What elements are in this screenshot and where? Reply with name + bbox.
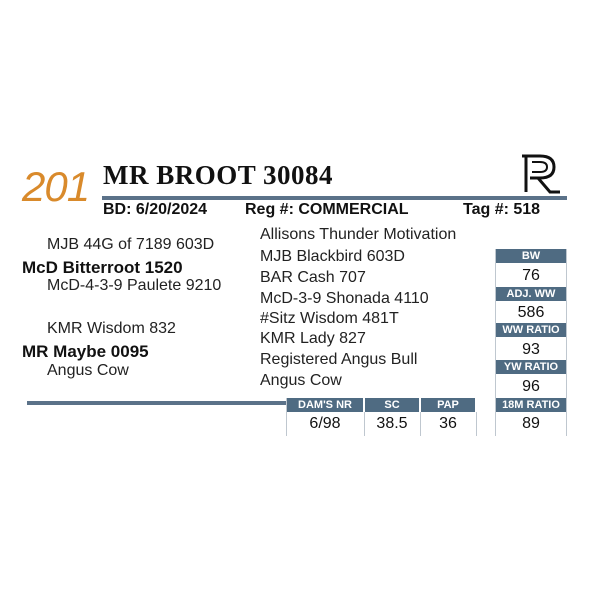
ratio-18m-value: 89 (522, 415, 540, 432)
lot-number: 201 (22, 163, 90, 210)
pap-header: PAP (421, 398, 475, 412)
birth-date: BD: 6/20/2024 (103, 201, 208, 218)
sire-dam: McD-4-3-9 Paulete 9210 (47, 277, 222, 294)
yw-ratio-value: 96 (522, 378, 540, 395)
ratio-18m-header: 18M RATIO (496, 398, 566, 412)
column-divider (476, 412, 477, 436)
bw-value: 76 (522, 267, 540, 284)
pedigree-line: #Sitz Wisdom 481T (260, 310, 399, 327)
dams-nr-value: 6/98 (309, 415, 341, 432)
dams-nr-header: DAM'S NR (287, 398, 363, 412)
adj-ww-header: ADJ. WW (496, 287, 566, 301)
header-rule (102, 196, 567, 200)
r-brand-logo-icon (520, 152, 564, 196)
pedigree-line: BAR Cash 707 (260, 269, 366, 286)
column-divider (364, 412, 365, 436)
column-divider (566, 249, 567, 436)
column-divider (495, 249, 496, 436)
adj-ww-value: 586 (517, 304, 545, 321)
sc-header: SC (365, 398, 419, 412)
bottom-rule (27, 401, 287, 405)
sire: McD Bitterroot 1520 (22, 258, 183, 277)
yw-ratio-header: YW RATIO (496, 360, 566, 374)
pedigree-line: McD-3-9 Shonada 4110 (260, 290, 429, 307)
pedigree-line: MJB Blackbird 603D (260, 248, 405, 265)
column-divider (286, 398, 287, 436)
column-divider (420, 412, 421, 436)
ww-ratio-value: 93 (522, 341, 540, 358)
bw-header: BW (496, 249, 566, 263)
sire-sire: MJB 44G of 7189 603D (47, 236, 215, 253)
pedigree-line: KMR Lady 827 (260, 330, 366, 347)
pedigree-line: Registered Angus Bull (260, 351, 418, 368)
tag-number: Tag #: 518 (463, 201, 541, 218)
dam: MR Maybe 0095 (22, 342, 149, 361)
pap-value: 36 (439, 415, 457, 432)
dam-dam: Angus Cow (47, 362, 129, 379)
dam-sire: KMR Wisdom 832 (47, 320, 176, 337)
ww-ratio-header: WW RATIO (496, 323, 566, 337)
pedigree-line: Angus Cow (260, 372, 342, 389)
pedigree-line: Allisons Thunder Motivation (260, 226, 457, 243)
sc-value: 38.5 (376, 415, 408, 432)
registration-number: Reg #: COMMERCIAL (245, 201, 409, 218)
animal-name: MR BROOT 30084 (103, 160, 334, 190)
